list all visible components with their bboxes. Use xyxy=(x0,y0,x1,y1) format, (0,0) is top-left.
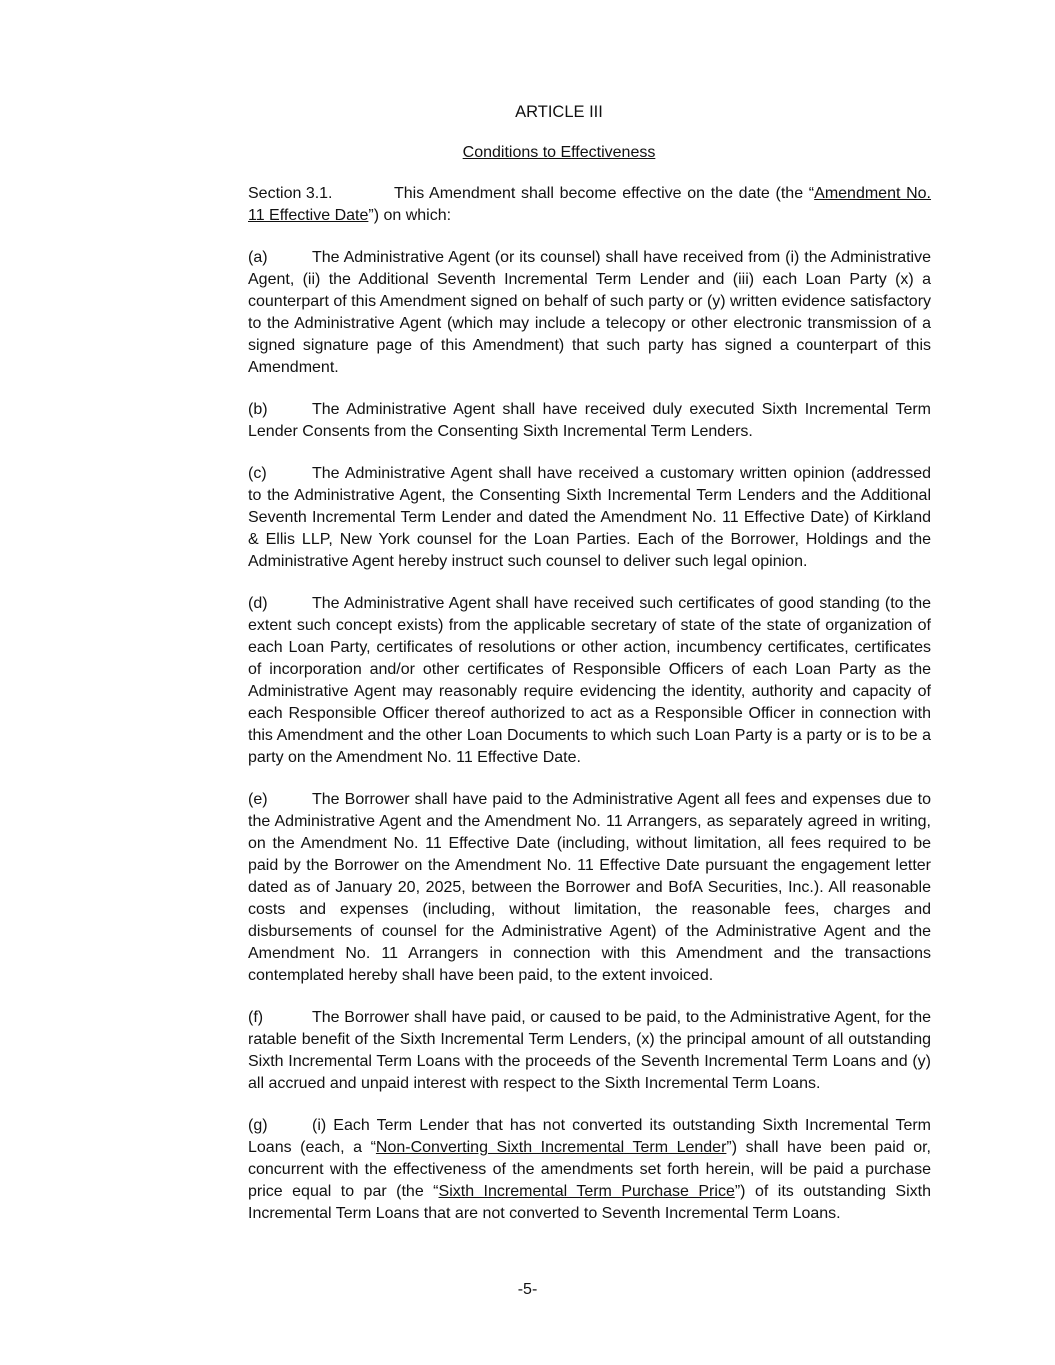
section-defined-term: Amendment No. 11 Effective Date xyxy=(248,185,932,224)
clause-f-label: (f) xyxy=(248,1009,264,1026)
clause-f-text: The Borrower shall have paid, or caused to be paid, to the Administrative Agent, for the ratable benefit of the Sixth Incremental Term Lenders, (x) the principal amount of all outstanding Sixth Incremental Term Loans with the proceeds of the Seventh Incremental Term Loans and (y) all accrued and unpaid interest with respect to the Sixth Incremental Term Loans. xyxy=(248,1009,931,1092)
clause-g-text-3: ”) of its outstanding Sixth Incremental Term Loans that are not converted to Seventh Incremental Term Loans. xyxy=(248,1183,931,1222)
article-title: ARTICLE III xyxy=(515,103,603,121)
clause-e xyxy=(187,789,931,987)
page-number: -5- xyxy=(517,1281,538,1298)
clause-b-label: (b) xyxy=(248,401,268,418)
clause-g-label: (g) xyxy=(248,1117,268,1134)
clause-g-defined-2: Sixth Incremental Term Purchase Price xyxy=(438,1183,735,1200)
clause-e-text: The Borrower shall have paid to the Administrative Agent all fees and expenses due to the Administrative Agent and the Amendment No. 11 Arrangers, as separately agreed in writing, on the Amendment No. 11 Effective Date (including, without limitation, all fees required to be paid by the Borrower on the Amendment No. 11 Effective Date pursuant the engagement letter dated as of January 20, 2025, between the Borrower and BofA Securities, Inc.). All reasonable costs and expenses (including, without limitation, the reasonable fees, charges and disbursements of counsel for the Administrative Agent) of the Administrative Agent and the Amendment No. 11 Arrangers in connection with this Amendment and the transactions contemplated hereby shall have been paid, to the extent invoiced. xyxy=(248,791,931,984)
clause-f xyxy=(187,1007,931,1095)
article-subtitle xyxy=(187,142,931,164)
clause-c xyxy=(187,463,931,573)
document-page xyxy=(187,101,931,1245)
clause-b-text: The Administrative Agent shall have received duly executed Sixth Incremental Term Lender Consents from the Consenting Sixth Incremental Term Lenders. xyxy=(248,401,931,440)
clause-a xyxy=(187,247,931,379)
clause-b xyxy=(187,399,931,443)
clause-a-text: The Administrative Agent (or its counsel) shall have received from (i) the Administrative Agent, (ii) the Additional Seventh Incremental Term Lender and (iii) each Loan Party (x) a counterpart of this Amendment signed on behalf of such party or (y) written evidence satisfactory to the Administrative Agent (which may include a telecopy or other electronic transmission of a signed signature page of this Amendment) that such party has signed a counterpart of this Amendment. xyxy=(248,249,932,376)
clause-c-label: (c) xyxy=(248,465,267,482)
section-text-a: This Amendment shall become effective on the date (the “ xyxy=(394,185,815,202)
clause-d-text: The Administrative Agent shall have received such certificates of good standing (to the extent such concept exists) from the applicable secretary of state of the state of organization of each Loan Party, certificates of resolutions or other action, incumbency certificates, certificates of incorporation and/or other certificates of Responsible Officers of each Loan Party as the Administrative Agent may reasonably require evidencing the identity, authority and capacity of each Responsible Officer thereof authorized to act as a Responsible Officer in connection with this Amendment and the other Loan Documents to which such Loan Party is a party or is to be a party on the Amendment No. 11 Effective Date. xyxy=(248,595,931,766)
clause-g-defined-1: Non-Converting Sixth Incremental Term Lender xyxy=(375,1139,727,1156)
section-text-b: ”) on which: xyxy=(368,207,452,224)
section-3-1 xyxy=(187,183,931,227)
article-subtitle-text: Conditions to Effectiveness xyxy=(462,144,656,161)
clause-g-text-1: (i) Each Term Lender that has not converted its outstanding Sixth Incremental Term Loans (each, a “ xyxy=(248,1117,931,1156)
clause-c-text: The Administrative Agent shall have received a customary written opinion (addressed to the Administrative Agent, the Consenting Sixth Incremental Term Lenders and the Additional Seventh Incremental Term Lender and dated the Amendment No. 11 Effective Date) of Kirkland & Ellis LLP, New York counsel for the Loan Parties. Each of the Borrower, Holdings and the Administrative Agent hereby instruct such counsel to deliver such legal opinion. xyxy=(248,465,931,570)
clause-g xyxy=(187,1115,931,1225)
clause-d-label: (d) xyxy=(248,595,268,612)
clause-d xyxy=(187,593,931,769)
clause-g-text-2: ”) shall have been paid or, concurrent with the effectiveness of the amendments set forth herein, will be paid a purchase price equal to par (the “ xyxy=(248,1139,932,1200)
section-label: Section 3.1. xyxy=(248,185,333,202)
clause-a-label: (a) xyxy=(248,249,268,266)
clause-e-label: (e) xyxy=(248,791,268,808)
